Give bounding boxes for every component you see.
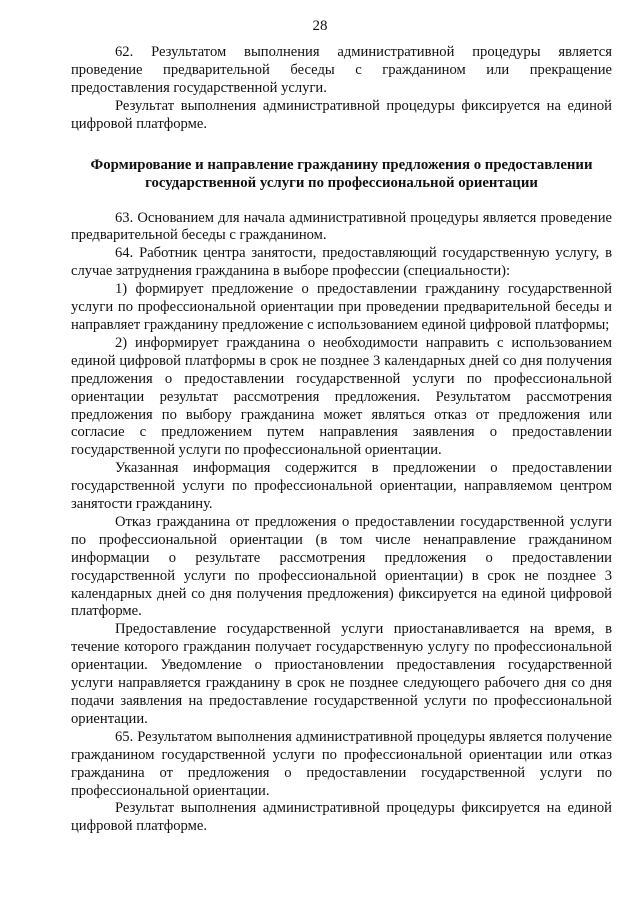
paragraph-65: 65. Результатом выполнения административной процедуры является получение гражданином государственной услуги по профессиональной ориентации или отказ гражданина от предложения о предоставлении государственной услуги по профессиональной ориентации. bbox=[71, 728, 612, 799]
paragraph-info: Указанная информация содержится в предложении о предоставлении государственной услуги по профессиональной ориентации, направляемом центром занятости гражданину. bbox=[71, 460, 612, 513]
paragraph-62: 62. Результатом выполнения административной процедуры является проведение предварительной беседы с гражданином или прекращение предоставления государственной услуги. bbox=[71, 44, 612, 96]
paragraph-refusal: Отказ гражданина от предложения о предоставлении государственной услуги по профессиональной ориентации (в том числе ненаправление гражданином информации о результате рассмотрения предложения о предоставлении государственной услуги по профессиональной ориентации) в срок не позднее 3 календарных дней со дня получения предложения) фиксируется на единой цифровой платформе. bbox=[71, 513, 612, 620]
paragraph-64: 64. Работник центра занятости, предоставляющий государственную услугу, в случае затруднения гражданина в выборе профессии (специальности): bbox=[71, 245, 612, 280]
paragraph-suspension: Предоставление государственной услуги приостанавливается на время, в течение которого гражданин получает государственную услугу по профессиональной ориентации. Уведомление о приостановлении предоставления государственной услуги направляется гражданину в срок не позднее следующего рабочего дня со дня подачи заявления на предоставление государственной услуги по профессиональной ориентации. bbox=[71, 621, 612, 727]
paragraph-63: 63. Основанием для начала административной процедуры является проведение предварительной беседы с гражданином. bbox=[71, 209, 612, 244]
section-heading: Формирование и направление гражданину предложения о предоставлении государственной услуги по профессиональной ориентации bbox=[90, 156, 593, 191]
document-body bbox=[71, 44, 612, 836]
paragraph-64-item-1: 1) формирует предложение о предоставлении гражданину государственной услуги по профессиональной ориентации при проведении предварительной беседы и направляет гражданину предложение с использованием единой цифровой платформы; bbox=[71, 281, 612, 333]
paragraph-62-result: Результат выполнения административной процедуры фиксируется на единой цифровой платформе. bbox=[71, 97, 612, 132]
page-number: 28 bbox=[312, 18, 328, 34]
paragraph-64-item-2: 2) информирует гражданина о необходимости направить с использованием единой цифровой платформы в срок не позднее 3 календарных дней со дня получения предложения о предоставлении государственной услуги по профессиональной ориентации результат рассмотрения предложения. Результатом рассмотрения предложения по выбору гражданина может являться отказ от предложения или согласие с предложением путем направления заявления о предоставлении государственной услуги по профессиональной ориентации. bbox=[71, 334, 612, 459]
paragraph-65-result: Результат выполнения административной процедуры фиксируется на единой цифровой платформе. bbox=[71, 800, 612, 835]
